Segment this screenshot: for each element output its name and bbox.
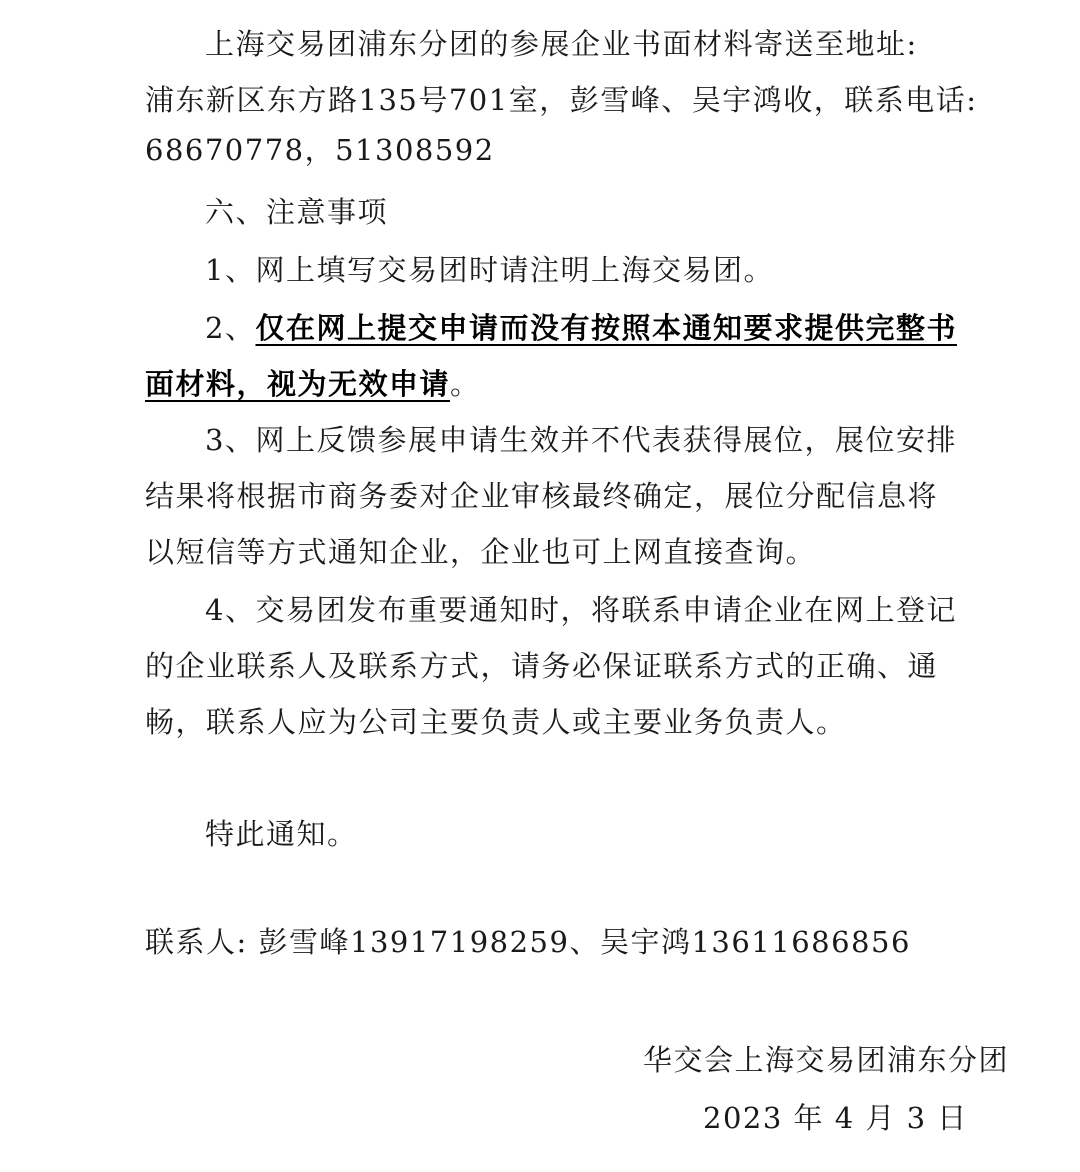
note-item-2-period: 。 xyxy=(450,367,481,401)
note-item-3-line-3: 以短信等方式通知企业，企业也可上网直接查询。 xyxy=(145,535,817,569)
section-heading-notes: 六、注意事项 xyxy=(205,195,389,229)
address-line-2: 浦东新区东方路135号701室，彭雪峰、吴宇鸿收，联系电话: xyxy=(145,83,978,117)
note-item-4-line-3: 畅，联系人应为公司主要负责人或主要业务负责人。 xyxy=(145,705,847,739)
note-item-3-line-2: 结果将根据市商务委对企业审核最终确定，展位分配信息将 xyxy=(145,479,939,513)
note-item-3-line-1: 3、网上反馈参展申请生效并不代表获得展位，展位安排 xyxy=(205,423,957,457)
signature-organization: 华交会上海交易团浦东分团 xyxy=(643,1043,1010,1077)
note-item-2-number: 2、 xyxy=(205,311,256,345)
contact-persons: 联系人: 彭雪峰13917198259、吴宇鸿13611686856 xyxy=(145,925,911,959)
phone-numbers: 68670778，51308592 xyxy=(145,133,495,167)
note-item-4-line-1: 4、交易团发布重要通知时，将联系申请企业在网上登记 xyxy=(205,593,957,627)
note-item-2-line-1 xyxy=(205,308,955,348)
note-item-2-emphasis-cont: 面材料，视为无效申请 xyxy=(145,367,451,401)
note-item-1: 1、网上填写交易团时请注明上海交易团。 xyxy=(205,253,774,287)
note-item-4-line-2: 的企业联系人及联系方式，请务必保证联系方式的正确、通 xyxy=(145,649,939,683)
signature-date: 2023 年 4 月 3 日 xyxy=(703,1101,968,1135)
address-line-1: 上海交易团浦东分团的参展企业书面材料寄送至地址: xyxy=(205,27,918,61)
note-item-2-emphasis: 仅在网上提交申请而没有按照本通知要求提供完整书 xyxy=(255,311,957,345)
note-item-2-line-2 xyxy=(145,364,955,404)
closing-text: 特此通知。 xyxy=(205,817,358,851)
